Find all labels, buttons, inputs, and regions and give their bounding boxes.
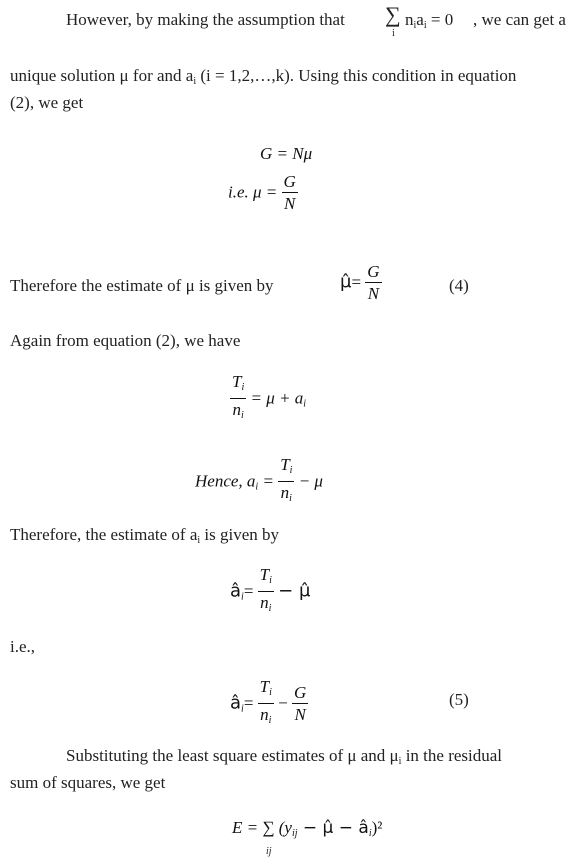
line3: (2), we get bbox=[10, 93, 84, 112]
para1-after: , we can get a bbox=[473, 10, 566, 29]
equation-hence-ai: Hence, $a_i$ = $\frac{T_i}{n_i}$ − μ bbox=[195, 455, 323, 510]
equation-number-4: (4) bbox=[449, 276, 469, 295]
equation-mu-hat: μ̂= $\frac{G}{N}$ bbox=[340, 262, 380, 303]
line4: Therefore the estimate of μ is given by bbox=[10, 276, 274, 295]
line7: i.e., bbox=[10, 637, 36, 656]
sum-term: $n_ia_i = 0$ bbox=[405, 10, 454, 31]
equation-g-eq-n-mu: G = Nμ bbox=[260, 144, 313, 163]
equation-mu-eq-g-over-n: i.e. μ = $\frac{G}{N}$ bbox=[228, 172, 296, 213]
para8: Substituting the least square estimates of μ and $\mu_i$ in the residual bbox=[66, 746, 503, 767]
line6: Therefore, the estimate of $a_i$ is given by bbox=[10, 525, 280, 546]
fraction: $\frac{T_i}{n_i}$ bbox=[280, 455, 293, 504]
equation-residual-sum: E = ∑ ($y_{ij}$ − μ̂ − $â_i)^2$ bbox=[232, 818, 383, 839]
fraction: $\frac{G}{N}$ bbox=[283, 172, 296, 213]
sum-subscript: i bbox=[392, 28, 395, 39]
sum-symbol: ∑ bbox=[385, 2, 401, 27]
equation-ai-hat-full: $â_i=$ $\frac{T_i}{n_i}$ − $\frac{G}{N}$ bbox=[230, 677, 308, 732]
equation-ai-hat: $â_i=$ $\frac{T_i}{n_i}$ − μ̂ bbox=[230, 565, 310, 620]
sum-subscript-ij: ij bbox=[266, 846, 272, 857]
fraction: $\frac{T_i}{n_i}$ bbox=[259, 677, 272, 726]
fraction: $\frac{T_i}{n_i}$ bbox=[232, 372, 245, 421]
line2: unique solution μ for and $a_i$ (i = 1,2,…,k). Using this condition in equation bbox=[10, 66, 517, 87]
line9: sum of squares, we get bbox=[10, 773, 166, 792]
equation-ti-over-ni: $\frac{T_i}{n_i}$ = $\mu + a_i$ bbox=[230, 372, 306, 427]
fraction: $\frac{T_i}{n_i}$ bbox=[259, 565, 272, 614]
fraction: $\frac{G}{N}$ bbox=[294, 683, 307, 724]
equation-number-5: (5) bbox=[449, 690, 469, 709]
para1-before: However, by making the assumption that bbox=[66, 10, 345, 29]
fraction: $\frac{G}{N}$ bbox=[367, 262, 380, 303]
para1-line bbox=[66, 6, 345, 33]
line5: Again from equation (2), we have bbox=[10, 331, 241, 350]
